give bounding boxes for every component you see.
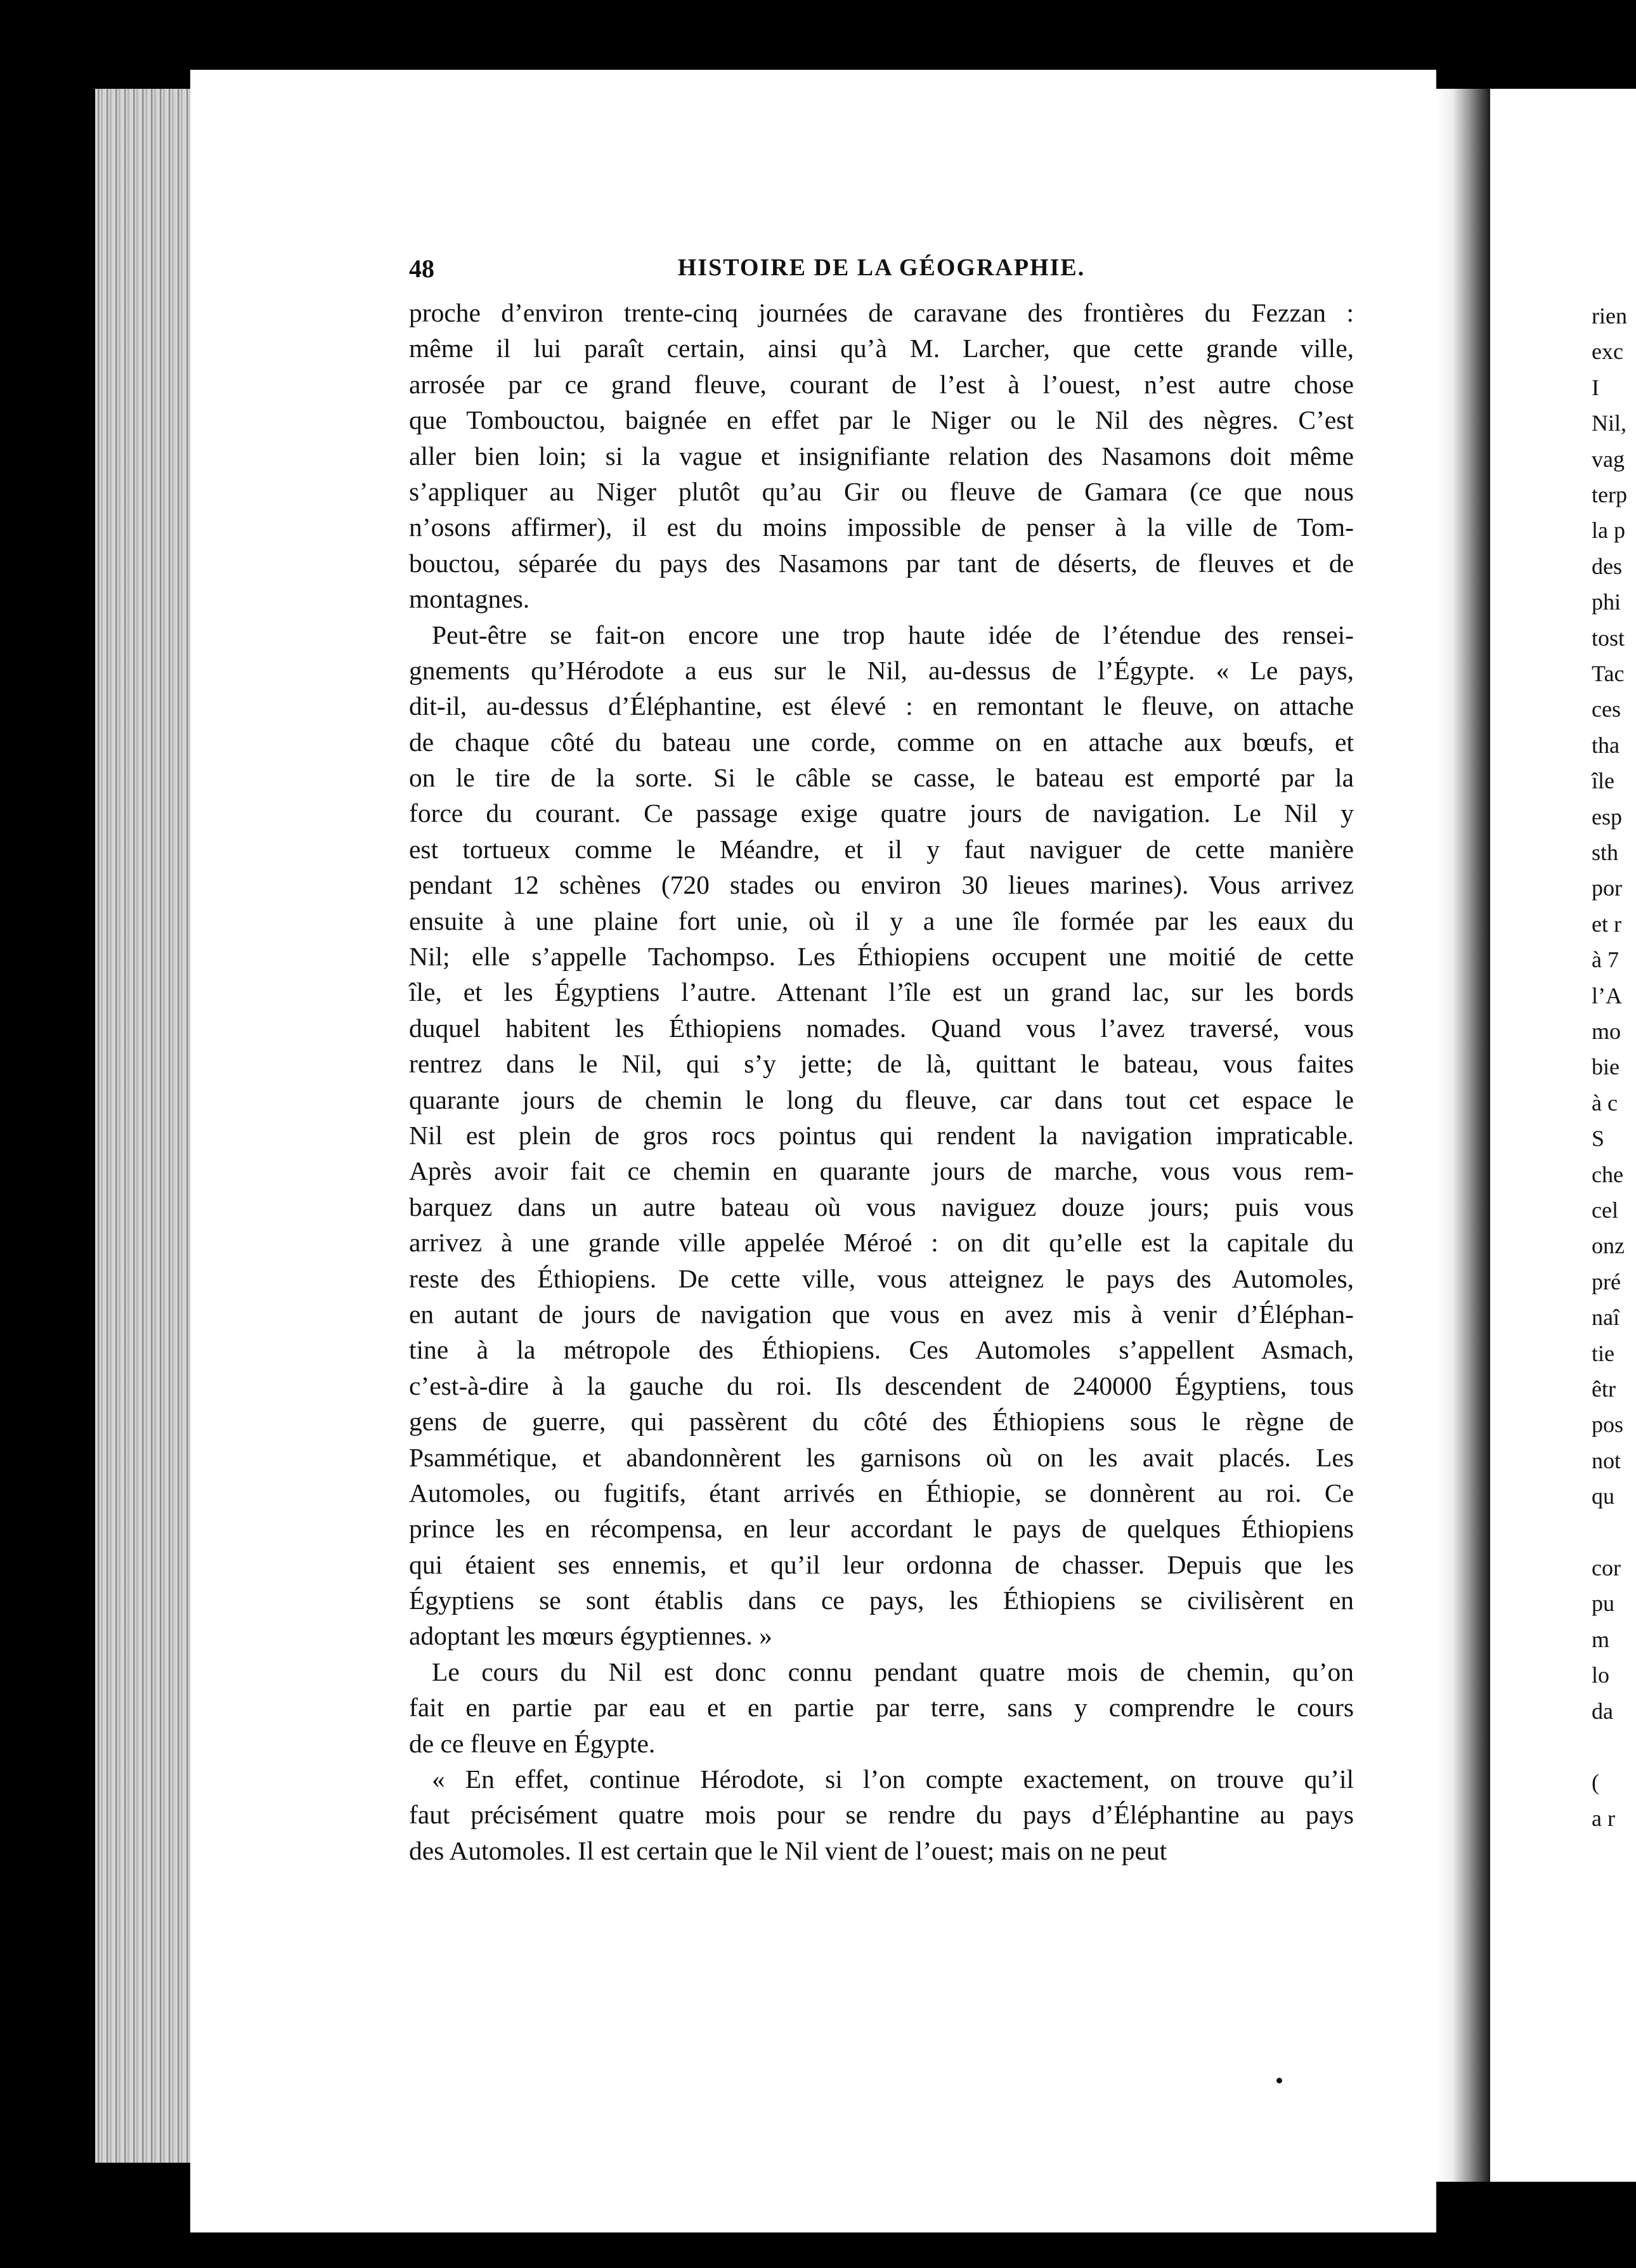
adjacent-page-text: a r bbox=[1592, 1805, 1615, 1831]
text-line: adoptant les mœurs égyptiennes. » bbox=[409, 1621, 772, 1651]
text-line: gnements qu’Hérodote a eus sur le Nil, au-dessus de l’Égypte. « Le pays, bbox=[409, 655, 1354, 685]
text-line: « En effet, continue Hérodote, si l’on compte exactement, on trouve qu’il bbox=[432, 1764, 1354, 1794]
text-line: ensuite à une plaine fort unie, où il y a une île formée par les eaux du bbox=[409, 906, 1354, 935]
adjacent-page-text: bie bbox=[1592, 1054, 1620, 1080]
adjacent-page-text: onz bbox=[1592, 1233, 1625, 1259]
page-number: 48 bbox=[409, 254, 434, 283]
adjacent-page-text: qu bbox=[1592, 1483, 1614, 1509]
adjacent-page-text: mo bbox=[1592, 1019, 1621, 1044]
text-line: reste des Éthiopiens. De cette ville, vous atteignez le pays des Automoles, bbox=[409, 1263, 1354, 1293]
text-line: est tortueux comme le Méandre, et il y faut naviguer de cette manière bbox=[409, 834, 1354, 864]
adjacent-page-text: cel bbox=[1592, 1197, 1618, 1223]
adjacent-page-text: tost bbox=[1592, 625, 1625, 651]
adjacent-page-text: pré bbox=[1592, 1268, 1621, 1294]
text-line: bouctou, séparée du pays des Nasamons par tant de déserts, de fleuves et de bbox=[409, 548, 1354, 578]
adjacent-page-text: lo bbox=[1592, 1662, 1610, 1688]
adjacent-page-text: pos bbox=[1592, 1412, 1624, 1438]
text-line: que Tombouctou, baignée en effet par le Niger ou le Nil des nègres. C’est bbox=[409, 405, 1354, 435]
adjacent-page-fragment bbox=[1490, 89, 1636, 2182]
text-line: aller bien loin; si la vague et insignifiante relation des Nasamons doit même bbox=[409, 441, 1354, 471]
adjacent-page-text: naî bbox=[1592, 1305, 1620, 1331]
text-line: arrosée par ce grand fleuve, courant de l’est à l’ouest, n’est autre chose bbox=[409, 369, 1354, 399]
text-line: montagnes. bbox=[409, 584, 530, 614]
adjacent-page-text: île bbox=[1592, 768, 1614, 794]
adjacent-page-text: et r bbox=[1592, 911, 1621, 937]
text-line: force du courant. Ce passage exige quatre jours de navigation. Le Nil y bbox=[409, 798, 1354, 828]
text-line: gens de guerre, qui passèrent du côté des Éthiopiens sous le règne de bbox=[409, 1407, 1354, 1437]
adjacent-page-text: à 7 bbox=[1592, 947, 1619, 973]
adjacent-page-text: Nil, bbox=[1592, 410, 1627, 436]
text-line: de ce fleuve en Égypte. bbox=[409, 1728, 656, 1758]
scan-binding-edge bbox=[95, 89, 203, 2163]
adjacent-page-text: à c bbox=[1592, 1090, 1618, 1116]
text-line: Après avoir fait ce chemin en quarante jours de marche, vous vous rem- bbox=[409, 1156, 1354, 1186]
paragraph bbox=[409, 295, 1354, 617]
paragraph bbox=[409, 617, 1354, 1654]
text-line: Peut-être se fait-on encore une trop haute idée de l’étendue des rensei- bbox=[432, 620, 1354, 649]
adjacent-page-text: sth bbox=[1592, 840, 1619, 865]
text-line: en autant de jours de navigation que vous en avez mis à venir d’Éléphan- bbox=[409, 1299, 1354, 1329]
running-title: HISTOIRE DE LA GÉOGRAPHIE. bbox=[677, 254, 1086, 281]
text-line: faut précisément quatre mois pour se rendre du pays d’Éléphantine au pays bbox=[409, 1800, 1354, 1830]
adjacent-page-text: m bbox=[1592, 1626, 1610, 1652]
text-line: duquel habitent les Éthiopiens nomades. Quand vous l’avez traversé, vous bbox=[409, 1013, 1354, 1043]
text-line: dit-il, au-dessus d’Éléphantine, est élevé : en remontant le fleuve, on attache bbox=[409, 691, 1354, 721]
text-line: île, et les Égyptiens l’autre. Attenant l’île est un grand lac, sur les bords bbox=[409, 977, 1354, 1007]
text-line: fait en partie par eau et en partie par terre, sans y comprendre le cours bbox=[409, 1693, 1354, 1723]
adjacent-page-text: la p bbox=[1592, 518, 1625, 544]
text-line: prince les en récompensa, en leur accordant le pays de quelques Éthiopiens bbox=[409, 1514, 1354, 1544]
adjacent-page-text: S bbox=[1592, 1126, 1605, 1152]
adjacent-page-text: l’A bbox=[1592, 982, 1622, 1008]
adjacent-page-text: ces bbox=[1592, 696, 1621, 722]
text-line: pendant 12 schènes (720 stades ou environ 30 lieues marines). Vous arrivez bbox=[409, 870, 1354, 900]
text-line: rentrez dans le Nil, qui s’y jette; de là, quittant le bateau, vous faites bbox=[409, 1049, 1354, 1079]
text-line: c’est-à-dire à la gauche du roi. Ils descendent de 240000 Égyptiens, tous bbox=[409, 1371, 1354, 1400]
adjacent-page-text: che bbox=[1592, 1161, 1623, 1187]
paragraph bbox=[409, 1761, 1354, 1868]
text-line: proche d’environ trente-cinq journées de caravane des frontières du Fezzan : bbox=[409, 298, 1354, 327]
adjacent-page-text: tie bbox=[1592, 1340, 1614, 1366]
adjacent-page-text: rien bbox=[1592, 303, 1627, 329]
text-line: quarante jours de chemin le long du fleuve, car dans tout cet espace le bbox=[409, 1085, 1354, 1114]
adjacent-page-text: I bbox=[1592, 374, 1599, 400]
adjacent-page-text: êtr bbox=[1592, 1376, 1616, 1402]
text-line: barquez dans un autre bateau où vous naviguez douze jours; puis vous bbox=[409, 1192, 1354, 1222]
text-line: Automoles, ou fugitifs, étant arrivés en Éthiopie, se donnèrent au roi. Ce bbox=[409, 1478, 1354, 1508]
adjacent-page-text: tha bbox=[1592, 732, 1620, 758]
text-line: on le tire de la sorte. Si le câble se casse, le bateau est emporté par la bbox=[409, 763, 1354, 793]
adjacent-page-text: Tac bbox=[1592, 661, 1625, 686]
text-line: s’appliquer au Niger plutôt qu’au Gir ou fleuve de Gamara (ce que nous bbox=[409, 476, 1354, 506]
adjacent-page-text: terp bbox=[1592, 482, 1627, 507]
adjacent-page-text: ( bbox=[1592, 1769, 1599, 1796]
text-line: qui étaient ses ennemis, et qu’il leur ordonna de chasser. Depuis que les bbox=[409, 1549, 1354, 1579]
book-gutter bbox=[1436, 89, 1490, 2182]
text-line: n’osons affirmer), il est du moins impossible de penser à la ville de Tom- bbox=[409, 512, 1354, 542]
text-line: des Automoles. Il est certain que le Nil vient de l’ouest; mais on ne peut bbox=[409, 1835, 1167, 1865]
adjacent-page-text: exc bbox=[1592, 339, 1623, 365]
adjacent-page-text: phi bbox=[1592, 589, 1621, 615]
text-line: Le cours du Nil est donc connu pendant quatre mois de chemin, qu’on bbox=[432, 1657, 1354, 1686]
adjacent-page-text: da bbox=[1592, 1698, 1613, 1724]
text-line: Égyptiens se sont établis dans ce pays, les Éthiopiens se civilisèrent en bbox=[409, 1586, 1354, 1615]
text-line: Nil est plein de gros rocs pointus qui rendent la navigation impraticable. bbox=[409, 1120, 1354, 1150]
paragraph bbox=[409, 1654, 1354, 1761]
adjacent-page-text: pu bbox=[1592, 1591, 1614, 1617]
page-header bbox=[409, 254, 1354, 285]
ink-speck bbox=[1276, 2078, 1282, 2083]
text-line: tine à la métropole des Éthiopiens. Ces Automoles s’appellent Asmach, bbox=[409, 1335, 1354, 1365]
text-line: Psammétique, et abandonnèrent les garnisons où on les avait placés. Les bbox=[409, 1442, 1354, 1472]
adjacent-page-text: des bbox=[1592, 553, 1622, 579]
adjacent-page-text: not bbox=[1592, 1447, 1621, 1473]
adjacent-page-text: por bbox=[1592, 875, 1622, 901]
adjacent-page-text: esp bbox=[1592, 804, 1622, 830]
body-text bbox=[409, 295, 1354, 1868]
adjacent-page-text: cor bbox=[1592, 1555, 1621, 1580]
text-line: Nil; elle s’appelle Tachompso. Les Éthiopiens occupent une moitié de cette bbox=[409, 942, 1354, 972]
text-line: de chaque côté du bateau une corde, comme on en attache aux bœufs, et bbox=[409, 727, 1354, 757]
text-line: arrivez à une grande ville appelée Méroé : on dit qu’elle est la capitale du bbox=[409, 1228, 1354, 1258]
adjacent-page-text: vag bbox=[1592, 446, 1625, 472]
text-line: même il lui paraît certain, ainsi qu’à M. Larcher, que cette grande ville, bbox=[409, 334, 1354, 363]
